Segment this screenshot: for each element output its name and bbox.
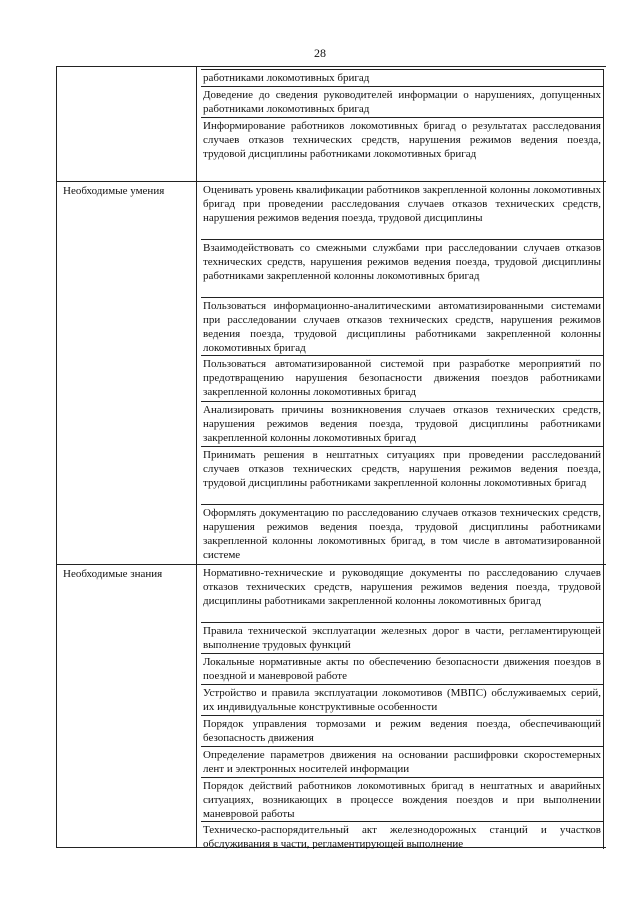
knowledge-section-label: Необходимые знания bbox=[63, 568, 163, 580]
column-divider bbox=[196, 67, 197, 847]
knowledge-cell: Порядок управления тормозами и режим ведения поезда, обеспечивающий безопасность движения bbox=[201, 715, 604, 746]
skill-cell: Оформлять документацию по расследованию случаев отказов технических средств, нарушения режимов ведения поезда, трудовой дисциплины работниками закрепленной колонны локомотивных бригад, в том числе в автоматизированной системе bbox=[201, 504, 604, 564]
knowledge-cell: Правила технической эксплуатации железных дорог в части, регламентирующей выполнение трудовых функций bbox=[201, 622, 604, 653]
skill-cell: Пользоваться информационно-аналитическими автоматизированными системами при расследовании случаев отказов технических средств, нарушения режимов ведения поезда, трудовой дисциплины работниками закрепленной колонны локомотивных бригад bbox=[201, 297, 604, 355]
skill-cell: Принимать решения в нештатных ситуациях при проведении расследований случаев отказов технических средств, нарушения режимов ведения поезда, трудовой дисциплины работниками закрепленной колонны локомотивных бригад bbox=[201, 446, 604, 504]
action-cell: работниками локомотивных бригад bbox=[201, 69, 604, 86]
knowledge-cell: Нормативно-технические и руководящие документы по расследованию случаев отказов технических средств, нарушения режимов ведения поезда, трудовой дисциплины работниками закрепленной колонны локомотивных бригад bbox=[201, 564, 604, 622]
action-cell: Доведение до сведения руководителей информации о нарушениях, допущенных работниками локомотивных бригад bbox=[201, 86, 604, 117]
knowledge-cell: Локальные нормативные акты по обеспечению безопасности движения поездов в поездной и маневровой работе bbox=[201, 653, 604, 684]
skill-cell: Пользоваться автоматизированной системой при разработке мероприятий по предотвращению нарушения безопасности движения поездов работниками закрепленной колонны локомотивных бригад bbox=[201, 355, 604, 401]
knowledge-cell: Техническо-распорядительный акт железнодорожных станций и участков обслуживания в части, регламентирующей выполнение bbox=[201, 821, 604, 849]
skill-cell: Оценивать уровень квалификации работников закрепленной колонны локомотивных бригад при проведении расследования случаев отказов технических средств, нарушения режимов ведения поезда, трудовой дисциплины bbox=[201, 181, 604, 239]
competency-table bbox=[56, 66, 606, 848]
knowledge-cell: Порядок действий работников локомотивных бригад в нештатных и аварийных ситуациях, возникающих в процессе вождения поездов и при выполнении маневровой работы bbox=[201, 777, 604, 821]
knowledge-cell: Определение параметров движения на основании расшифровки скоростемерных лент и электронных носителей информации bbox=[201, 746, 604, 777]
skill-cell: Анализировать причины возникновения случаев отказов технических средств, нарушения режимов ведения поезда, трудовой дисциплины работниками закрепленной колонны локомотивных бригад bbox=[201, 401, 604, 446]
action-cell: Информирование работников локомотивных бригад о результатах расследования случаев отказов технических средств, нарушения режимов ведения поезда, трудовой дисциплины работниками локомотивных бригад bbox=[201, 117, 604, 181]
skills-section-label: Необходимые умения bbox=[63, 185, 165, 197]
knowledge-cell: Устройство и правила эксплуатации локомотивов (МВПС) обслуживаемых серий, их индивидуальные конструктивные особенности bbox=[201, 684, 604, 715]
skill-cell: Взаимодействовать со смежными службами при расследовании случаев отказов технических средств, нарушения режимов ведения поезда, трудовой дисциплины работниками закрепленной колонны локомотивных бригад bbox=[201, 239, 604, 297]
page-number: 28 bbox=[314, 46, 326, 60]
